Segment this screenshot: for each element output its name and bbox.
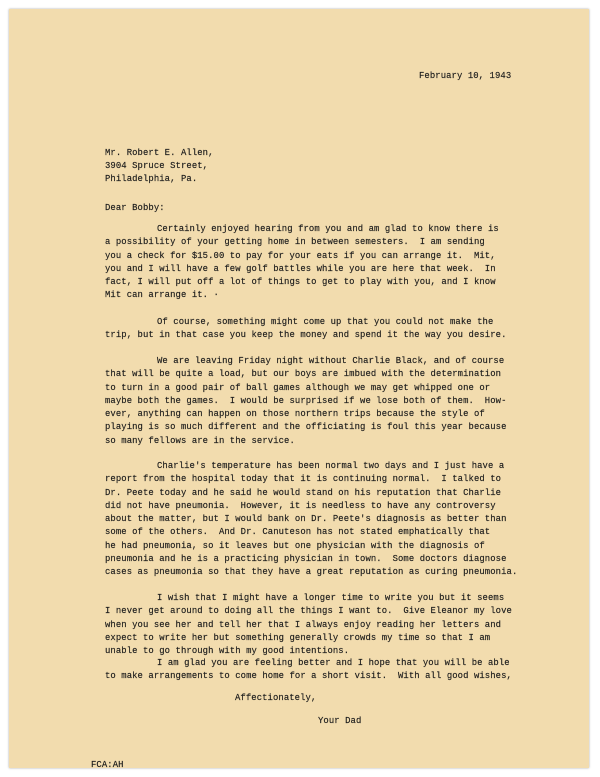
- paragraph-line: I never get around to doing all the things I want to. Give Eleanor my love: [105, 606, 512, 617]
- paragraph-line: ever, anything can happen on those northern trips because the style of: [105, 409, 485, 420]
- paragraph-line: We are leaving Friday night without Charlie Black, and of course: [157, 356, 505, 366]
- paragraph-line: pneumonia and he is a practicing physician in town. Some doctors diagnose: [105, 554, 507, 565]
- paragraph-1: [105, 223, 565, 303]
- paragraph-line: playing is so much different and the officiating is foul this year because: [105, 422, 507, 433]
- paragraph-line: unable to go through with my good intentions.: [105, 646, 350, 657]
- paragraph-line: that will be quite a load, but our boys are imbued with the determination: [105, 369, 502, 380]
- paragraph-line: maybe both the games. I would be surprised if we lose both of them. How-: [105, 395, 507, 406]
- paragraph-line: about the matter, but I would bank on Dr. Peete's diagnosis as better than: [105, 514, 507, 525]
- paragraph-line: report from the hospital today that it is continuing normal. I talked to: [105, 474, 502, 485]
- signature: Your Dad: [318, 716, 362, 726]
- paragraph-line: you and I will have a few golf battles while you are here that week. In: [105, 263, 496, 274]
- paragraph-4: [105, 460, 565, 580]
- paragraph-line: so many fellows are in the service.: [105, 435, 295, 446]
- paragraph-line: Of course, something might come up that you could not make the: [157, 317, 494, 327]
- reference-initials: FCA:AH: [91, 760, 124, 770]
- paragraph-line: Dr. Peete today and he said he would stand on his reputation that Charlie: [105, 487, 502, 498]
- paragraph-line: expect to write her but something generally crowds my time so that I am: [105, 632, 491, 643]
- paragraph-line: you a check for $15.00 to pay for your eats if you can arrange it. Mit,: [105, 250, 496, 261]
- paragraph-line: cases as pneumonia so that they have a great reputation as curing pneumonia.: [105, 567, 518, 578]
- paragraph-line: to make arrangements to come home for a short visit. With all good wishes,: [105, 671, 512, 682]
- paragraph-line: a possibility of your getting home in between semesters. I am sending: [105, 237, 485, 248]
- paragraph-5: [105, 592, 565, 658]
- paragraph-line: when you see her and tell her that I always enjoy reading her letters and: [105, 619, 502, 630]
- paragraph-line: to turn in a good pair of ball games although we may get whipped one or: [105, 382, 491, 393]
- paragraph-3: [105, 355, 565, 448]
- paragraph-line: I am glad you are feeling better and I hope that you will be able: [157, 658, 510, 668]
- paragraph-line: trip, but in that case you keep the money and spend it the way you desire.: [105, 330, 507, 341]
- recipient-street: 3904 Spruce Street,: [105, 161, 209, 171]
- letter-page: [9, 9, 589, 768]
- paragraph-line: he had pneumonia, so it leaves but one physician with the diagnosis of: [105, 540, 485, 551]
- paragraph-line: Mit can arrange it. ·: [105, 290, 219, 301]
- paragraph-2: [105, 316, 565, 343]
- recipient-name: Mr. Robert E. Allen,: [105, 148, 214, 158]
- letter-date: February 10, 1943: [419, 71, 512, 81]
- paragraph-6: [105, 657, 565, 684]
- paragraph-line: Certainly enjoyed hearing from you and am glad to know there is: [157, 224, 499, 234]
- recipient-city: Philadelphia, Pa.: [105, 174, 198, 184]
- paragraph-line: did not have pneumonia. However, it is needless to have any controversy: [105, 500, 496, 511]
- closing: Affectionately,: [235, 693, 317, 703]
- paragraph-line: some of the others. And Dr. Canuteson has not stated emphatically that: [105, 527, 491, 538]
- paragraph-line: I wish that I might have a longer time to write you but it seems: [157, 593, 505, 603]
- paragraph-line: fact, I will put off a lot of things to get to play with you, and I know: [105, 277, 496, 288]
- salutation: Dear Bobby:: [105, 203, 165, 213]
- paragraph-line: Charlie's temperature has been normal two days and I just have a: [157, 461, 505, 471]
